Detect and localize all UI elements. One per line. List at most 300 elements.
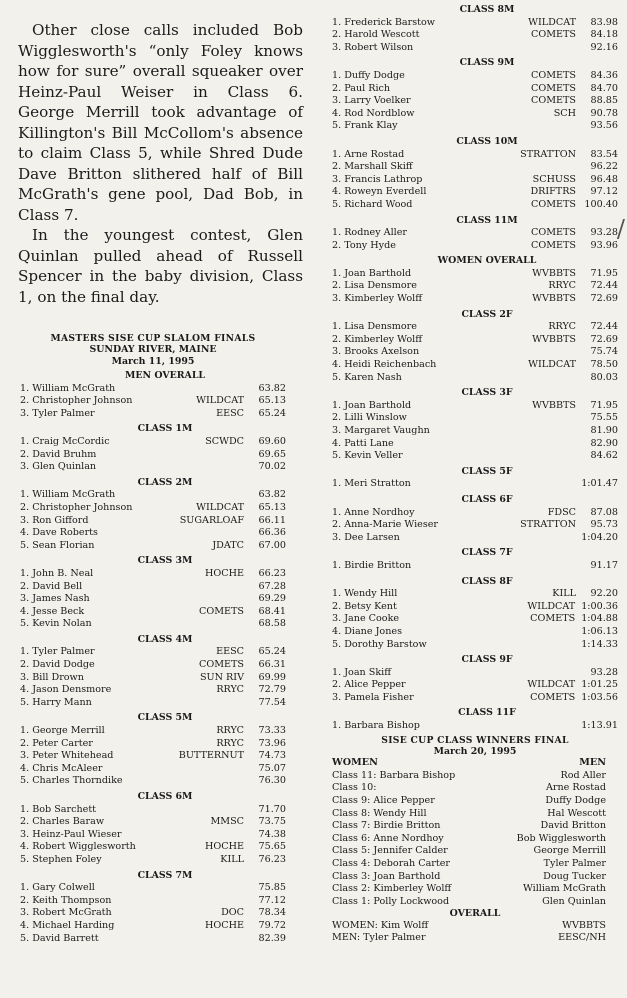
racer-time: 73.96 <box>258 737 286 749</box>
result-row <box>20 684 286 697</box>
article-text <box>18 20 303 307</box>
racer-name: 3. Dee Larsen <box>332 531 400 543</box>
racer-time: 72.44 <box>590 321 618 333</box>
racer-time: 69.99 <box>258 671 286 683</box>
racer-name: 3. Francis Lathrop <box>332 173 423 185</box>
racer-time: 1:14.33 <box>581 638 618 650</box>
racer-name: 5. David Barrett <box>20 932 99 944</box>
racer-club <box>419 346 582 359</box>
racer-club <box>411 478 581 491</box>
result-row <box>332 478 618 491</box>
result-row <box>20 829 286 842</box>
racer-time: 84.70 <box>590 82 618 94</box>
article-paragraph: Other close calls included Bob Wigglesworth's “only Foley knows how for sure” overall squeaker over Heinz-Paul Weiser in Class 6. George Merrill took advantage of Killington's Bill McCollom's absence to claim Class 5, while Shred Dude Dave Britton slithered half of Bill McGrath's gene pool, Dad Bob, in Class 7. <box>18 21 303 224</box>
racer-club: COMETS <box>530 198 576 210</box>
racer-name: 5. Kevin Veller <box>332 450 403 462</box>
racer-name: 5. Kevin Nolan <box>20 618 92 630</box>
winners-title: SISE CUP CLASS WINNERS FINAL <box>381 734 569 746</box>
racer-name: 3. Glen Quinlan <box>20 461 97 473</box>
racer-time: 77.54 <box>258 696 286 708</box>
racer-name: 1. George Merrill <box>20 725 105 737</box>
result-row <box>20 882 286 895</box>
racer-club: WVBBTS <box>532 293 576 305</box>
racer-club: HOCHE <box>205 841 244 853</box>
racer-name: 4. Robert Wigglesworth <box>20 841 136 853</box>
racer-time: 75.07 <box>258 762 286 774</box>
racer-name: 2. Christopher Johnson <box>20 501 133 513</box>
result-row <box>20 540 286 553</box>
result-row <box>332 83 618 96</box>
racer-name: 4. Patti Lane <box>332 437 394 449</box>
winner-right: Glen Quinlan <box>542 895 606 907</box>
racer-time: 93.28 <box>590 227 618 239</box>
winner-row <box>332 770 618 783</box>
racer-name: 3. James Nash <box>20 593 90 605</box>
result-row <box>20 408 286 421</box>
racer-time: 93.56 <box>590 120 618 132</box>
right-result-groups <box>332 4 618 733</box>
racer-name: 5. Karen Nash <box>332 371 402 383</box>
racer-time: 63.82 <box>258 382 286 394</box>
racer-time: 72.79 <box>258 684 286 696</box>
racer-club <box>420 720 581 733</box>
racer-club <box>96 461 250 474</box>
result-row <box>332 174 618 187</box>
winner-right: George Merrill <box>533 845 606 857</box>
winner-right: Tyler Palmer <box>543 857 606 869</box>
racer-name: 3. Margaret Vaughn <box>332 425 430 436</box>
winner-row <box>332 858 618 871</box>
result-row <box>332 613 618 626</box>
result-row <box>332 199 618 212</box>
overall-right: EESC/NH <box>558 932 606 944</box>
racer-name: 3. Tyler Palmer <box>20 407 95 419</box>
result-row <box>20 515 286 528</box>
racer-name: 2. Tony Hyde <box>332 239 396 251</box>
racer-time: 93.96 <box>590 239 618 251</box>
racer-name: 3. Larry Voelker <box>332 95 411 107</box>
overall-rows <box>332 920 618 945</box>
racer-name: 2. David Bell <box>20 580 83 592</box>
result-row <box>332 95 618 108</box>
racer-name: 4. Chris McAleer <box>20 762 103 774</box>
overall-left: WOMEN: Kim Wolff <box>332 919 429 931</box>
class-heading: MEN OVERALL <box>124 370 206 381</box>
racer-time: 67.28 <box>258 580 286 592</box>
racer-name: 1. William McGrath <box>20 382 116 394</box>
racer-time: 71.70 <box>258 803 286 815</box>
racer-name: 5. Frank Klay <box>332 120 398 132</box>
racer-club <box>413 42 582 55</box>
racer-club: WVBBTS <box>532 399 576 411</box>
overall-row <box>332 920 618 933</box>
racer-time: 78.50 <box>590 359 618 371</box>
racer-club <box>82 581 250 594</box>
result-row <box>332 346 618 359</box>
result-row <box>20 750 286 763</box>
racer-club <box>427 639 582 652</box>
racer-time: 83.98 <box>590 16 618 28</box>
class-heading: CLASS 9M <box>459 57 515 69</box>
result-row <box>20 436 286 449</box>
racer-name: 5. Stephen Foley <box>20 853 102 865</box>
result-row <box>332 280 618 293</box>
winner-left: Class 2: Kimberley Wolff <box>332 883 452 895</box>
winner-row <box>332 782 618 795</box>
result-row <box>332 29 618 42</box>
racer-club <box>398 120 582 133</box>
result-row <box>20 907 286 920</box>
racer-club: RRYC <box>548 280 576 292</box>
winners-section <box>332 735 618 945</box>
racer-club <box>430 425 582 438</box>
racer-name: 2. Alice Pepper <box>332 679 406 691</box>
result-row <box>332 293 618 306</box>
result-row <box>20 659 286 672</box>
racer-time: 1:03.56 <box>581 691 618 703</box>
result-row <box>20 725 286 738</box>
winner-left: Class 5: Jennifer Calder <box>332 845 448 857</box>
racer-club: RRYC <box>216 737 244 749</box>
racer-name: 3. Bill Drown <box>20 671 84 683</box>
result-row <box>332 321 618 334</box>
result-row <box>20 763 286 776</box>
racer-name: 3. Robert McGrath <box>20 907 112 919</box>
class-heading: CLASS 2F <box>461 308 513 320</box>
result-row <box>332 120 618 133</box>
winner-right: Arne Rostad <box>545 782 606 794</box>
racer-club: MMSC <box>210 816 244 828</box>
result-row <box>20 920 286 933</box>
class-heading: CLASS 6M <box>137 791 193 802</box>
racer-club: WVBBTS <box>532 267 576 279</box>
racer-name: 1. Joan Barthold <box>332 399 412 411</box>
winner-left: Class 9: Alice Pepper <box>332 794 435 806</box>
racer-time: 75.65 <box>258 841 286 853</box>
result-row <box>332 149 618 162</box>
racer-club: WILDCAT <box>196 395 244 407</box>
racer-club <box>403 450 582 463</box>
winners-men-header: MEN <box>579 757 606 769</box>
racer-club: COMETS <box>530 95 576 107</box>
racer-club: STRATTON <box>520 148 576 160</box>
racer-name: 3. Pamela Fisher <box>332 691 414 703</box>
racer-name: 1. Anne Nordhoy <box>332 506 415 518</box>
racer-time: 84.18 <box>590 29 618 41</box>
racer-time: 78.34 <box>258 907 286 919</box>
racer-name: 2. Marshall Skiff <box>332 161 413 173</box>
result-row <box>20 383 286 396</box>
result-row <box>20 933 286 946</box>
racer-club: SCH <box>553 107 576 119</box>
racer-name: 5. Richard Wood <box>332 198 413 210</box>
result-row <box>20 895 286 908</box>
result-row <box>20 395 286 408</box>
result-row <box>332 400 618 413</box>
winner-left: Class 8: Wendy Hill <box>332 807 427 819</box>
racer-time: 71.95 <box>590 399 618 411</box>
racer-time: 1:04.20 <box>581 531 618 543</box>
racer-club: COMETS <box>530 691 576 703</box>
result-row <box>20 618 286 631</box>
left-column <box>8 0 303 945</box>
racer-time: 66.23 <box>258 567 286 579</box>
racer-club <box>102 763 250 776</box>
racer-club <box>98 527 250 540</box>
racer-name: 5. Harry Mann <box>20 696 92 708</box>
winner-left: Class 1: Polly Lockwood <box>332 895 450 907</box>
racer-club <box>96 449 250 462</box>
winner-row <box>332 820 618 833</box>
winner-right: Hal Wescott <box>547 807 606 819</box>
racer-name: 1. Rodney Aller <box>332 227 407 239</box>
result-row <box>332 108 618 121</box>
racer-time: 75.74 <box>590 346 618 358</box>
overall-left: MEN: Tyler Palmer <box>332 932 426 944</box>
racer-club <box>92 618 250 631</box>
overall-row <box>332 932 618 945</box>
pen-mark: / <box>616 215 625 243</box>
racer-club <box>413 161 582 174</box>
racer-club: COMETS <box>530 82 576 94</box>
racer-time: 1:01.47 <box>581 478 618 490</box>
racer-club: WILDCAT <box>527 600 576 612</box>
racer-club: EESC <box>216 646 244 658</box>
racer-time: 84.62 <box>590 450 618 462</box>
racer-time: 96.48 <box>590 173 618 185</box>
racer-club <box>92 697 250 710</box>
winner-left: Class 3: Joan Barthold <box>332 870 441 882</box>
racer-time: 72.69 <box>590 333 618 345</box>
racer-club <box>407 412 582 425</box>
racer-club: COMETS <box>530 239 576 251</box>
racer-name: 3. Heinz-Paul Wieser <box>20 828 122 840</box>
result-row <box>332 532 618 545</box>
class-heading: CLASS 2M <box>137 476 193 488</box>
winner-left: Class 11: Barbara Bishop <box>332 769 456 781</box>
result-row <box>20 527 286 540</box>
left-result-groups <box>20 370 286 945</box>
racer-club: COMETS <box>530 613 576 625</box>
racer-time: 75.55 <box>590 412 618 424</box>
result-row <box>332 438 618 451</box>
result-row <box>332 692 618 705</box>
racer-club: EESC <box>216 407 244 419</box>
racer-time: 82.90 <box>590 437 618 449</box>
racer-time: 82.39 <box>258 932 286 944</box>
racer-time: 68.58 <box>258 618 286 630</box>
racer-club: SCHUSS <box>532 173 576 185</box>
racer-name: 4. Dave Roberts <box>20 527 98 539</box>
racer-club: COMETS <box>530 227 576 239</box>
winner-row <box>332 871 618 884</box>
winner-right: William McGrath <box>522 883 606 895</box>
racer-club <box>99 933 250 946</box>
winners-women-header: WOMEN <box>332 757 378 769</box>
racer-name: 5. Dorothy Barstow <box>332 638 427 650</box>
racer-time: 84.36 <box>590 69 618 81</box>
result-row <box>332 639 618 652</box>
racer-club <box>411 560 582 573</box>
racer-club: SCWDC <box>205 435 244 447</box>
racer-name: 1. Frederick Barstow <box>332 16 435 28</box>
racer-name: 1. Lisa Densmore <box>332 321 417 333</box>
results-date: March 11, 1995 <box>111 355 195 367</box>
racer-time: 73.33 <box>258 725 286 737</box>
racer-club: KILL <box>552 588 576 600</box>
racer-name: 4. Jason Densmore <box>20 684 112 696</box>
class-heading: CLASS 3F <box>461 387 513 399</box>
racer-name: 2. David Bruhm <box>20 448 97 460</box>
result-row <box>332 268 618 281</box>
racer-club: BUTTERNUT <box>178 750 244 762</box>
racer-club <box>95 882 250 895</box>
racer-name: 2. David Dodge <box>20 659 95 671</box>
racer-name: 5. Sean Florian <box>20 539 95 551</box>
racer-time: 1:06.13 <box>581 625 618 637</box>
racer-time: 1:01.25 <box>581 679 618 691</box>
racer-club <box>402 626 581 639</box>
racer-name: 2. Anna-Marie Wieser <box>332 519 438 531</box>
result-row <box>332 161 618 174</box>
winners-header <box>332 757 618 770</box>
racer-time: 65.24 <box>258 646 286 658</box>
result-row <box>332 227 618 240</box>
winner-row <box>332 808 618 821</box>
racer-club: COMETS <box>530 29 576 41</box>
result-row <box>20 854 286 867</box>
racer-name: 3. Robert Wilson <box>332 41 414 53</box>
racer-time: 83.54 <box>590 148 618 160</box>
racer-name: 2. Betsy Kent <box>332 600 397 612</box>
racer-time: 92.16 <box>590 41 618 53</box>
racer-name: 1. Arne Rostad <box>332 148 405 160</box>
result-row <box>20 461 286 474</box>
racer-name: 4. Roweyn Everdell <box>332 186 427 198</box>
racer-name: 5. Charles Thorndike <box>20 775 123 787</box>
winner-right: Rod Aller <box>560 769 606 781</box>
racer-name: 1. Meri Stratton <box>332 478 411 490</box>
result-row <box>332 42 618 55</box>
class-heading: CLASS 11F <box>458 707 516 719</box>
racer-club <box>400 532 581 545</box>
racer-time: 1:00.36 <box>581 600 618 612</box>
racer-name: 1. Tyler Palmer <box>20 646 95 658</box>
racer-club: DRIFTRS <box>530 186 576 198</box>
overall-title: OVERALL <box>449 908 501 920</box>
racer-club: WILDCAT <box>527 679 576 691</box>
racer-name: 2. Keith Thompson <box>20 894 112 906</box>
racer-name: 1. Gary Colwell <box>20 882 95 894</box>
class-heading: CLASS 8F <box>461 575 513 587</box>
class-heading: CLASS 7M <box>137 869 193 881</box>
racer-name: 2. Peter Carter <box>20 737 93 749</box>
racer-name: 1. Craig McCordic <box>20 435 110 447</box>
racer-time: 95.73 <box>590 519 618 531</box>
winner-right: Doug Tucker <box>543 870 606 882</box>
racer-club: STRATTON <box>520 519 576 531</box>
class-heading: CLASS 10M <box>456 135 518 147</box>
racer-club <box>394 438 582 451</box>
class-results <box>330 4 620 945</box>
racer-time: 69.65 <box>258 448 286 460</box>
racer-name: 1. Duffy Dodge <box>332 69 405 81</box>
racer-time: 72.44 <box>590 280 618 292</box>
racer-name: 1. John B. Neal <box>20 567 94 579</box>
class-heading: CLASS 8M <box>459 4 515 15</box>
winner-left: Class 4: Deborah Carter <box>332 857 450 869</box>
racer-time: 88.85 <box>590 95 618 107</box>
racer-name: 3. Kimberley Wolff <box>332 293 423 305</box>
racer-club: WILDCAT <box>196 501 244 513</box>
racer-name: 1. Barbara Bishop <box>332 720 420 732</box>
result-row <box>20 646 286 659</box>
racer-club: WILDCAT <box>528 16 576 28</box>
result-row <box>20 804 286 817</box>
class-heading: CLASS 7F <box>461 547 513 559</box>
result-row <box>332 679 618 692</box>
racer-time: 66.36 <box>258 527 286 539</box>
racer-time: 81.90 <box>590 425 618 436</box>
racer-time: 65.13 <box>258 501 286 513</box>
racer-club <box>90 593 250 606</box>
winner-right: Bob Wigglesworth <box>516 832 606 844</box>
racer-name: 4. Heidi Reichenbach <box>332 359 437 371</box>
racer-time: 71.95 <box>590 267 618 279</box>
racer-club: SUN RIV <box>199 671 244 683</box>
racer-name: 2. Kimberley Wolff <box>332 333 423 345</box>
winner-row <box>332 896 618 909</box>
racer-name: 3. Brooks Axelson <box>332 346 420 358</box>
racer-name: 2. Charles Baraw <box>20 816 105 828</box>
result-row <box>332 334 618 347</box>
racer-club: RRYC <box>216 725 244 737</box>
racer-club: KILL <box>220 853 244 865</box>
result-row <box>20 841 286 854</box>
racer-time: 93.28 <box>590 666 618 678</box>
racer-name: 1. Birdie Britton <box>332 559 412 571</box>
racer-name: 3. Ron Gifford <box>20 514 89 526</box>
racer-time: 66.31 <box>258 659 286 671</box>
racer-time: 1:04.88 <box>581 613 618 625</box>
racer-name: 2. Harold Wescott <box>332 29 420 41</box>
racer-time: 65.13 <box>258 395 286 407</box>
class-heading: CLASS 3M <box>137 555 193 567</box>
racer-time: 70.02 <box>258 461 286 473</box>
result-row <box>332 588 618 601</box>
racer-club <box>391 667 582 680</box>
winner-right: Duffy Dodge <box>545 794 606 806</box>
result-row <box>332 626 618 639</box>
racer-time: 92.20 <box>590 588 618 600</box>
class-heading: CLASS 5F <box>461 465 513 477</box>
racer-time: 77.12 <box>258 894 286 906</box>
racer-club: RRYC <box>548 321 576 333</box>
racer-time: 67.00 <box>258 539 286 551</box>
result-row <box>20 738 286 751</box>
winner-row <box>332 883 618 896</box>
result-row <box>20 816 286 829</box>
result-row <box>332 240 618 253</box>
racer-time: 79.72 <box>258 919 286 931</box>
racer-club <box>96 804 250 817</box>
winner-left: Class 6: Anne Nordhoy <box>332 832 444 844</box>
winner-left: Class 7: Birdie Britton <box>332 820 441 832</box>
racer-time: 87.08 <box>590 506 618 518</box>
racer-club: COMETS <box>198 605 244 617</box>
racer-club: SUGARLOAF <box>179 514 244 526</box>
racer-name: 3. Peter Whitehead <box>20 750 114 762</box>
